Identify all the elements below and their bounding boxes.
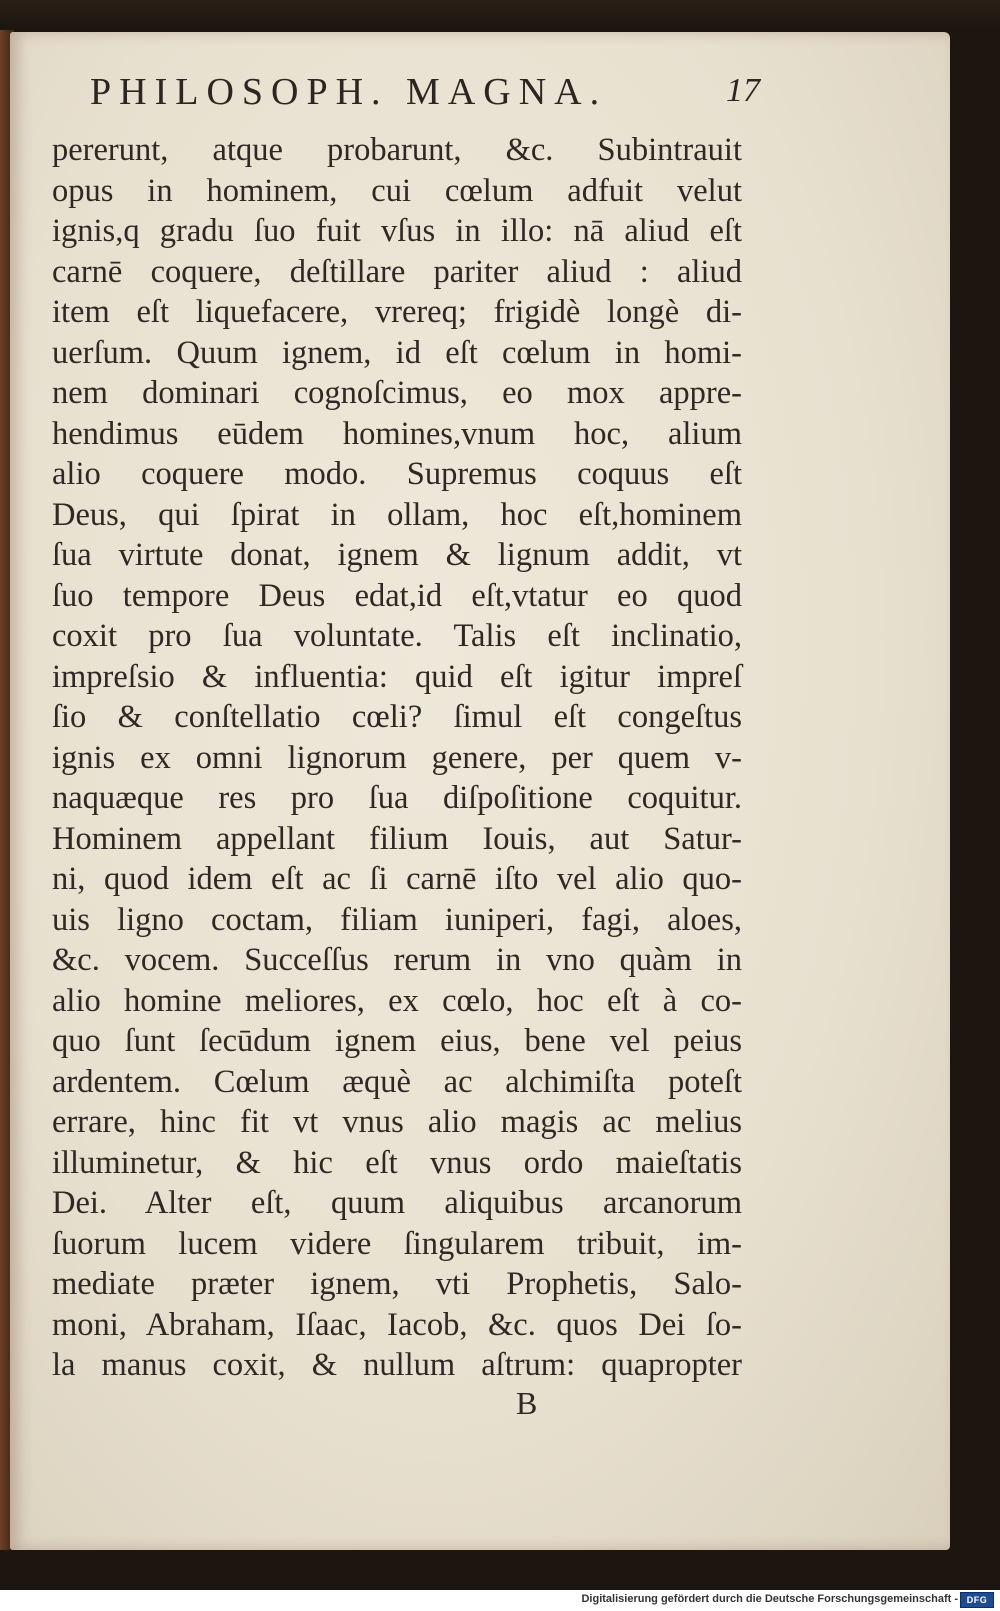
text-line: ſua virtute donat, ignem & lignum addit, vt [52,537,742,573]
text-line: opus in hominem, cui cœlum adfuit velut [52,172,742,209]
text-line: Dei. Alter eſt, quum aliquibus arcanorum [52,1185,742,1221]
text-line: illuminetur, & hic eſt vnus ordo maieſtatis [52,1144,742,1181]
text-line: moni, Abraham, Iſaac, Iacob, &c. quos Dei ſo- [52,1306,742,1343]
text-line: uis ligno coctam, filiam iuniperi, fagi, aloes, [52,901,742,938]
text-line: coxit pro ſua voluntate. Talis eſt inclinatio, [52,618,742,654]
text-line: hendimus eūdem homines,vnum hoc, alium [52,415,742,452]
text-line: ſuorum lucem videre ſingularem tribuit, im- [52,1225,742,1262]
text-line: item eſt liquefacere, vrereq; frigidè longè di- [52,294,742,330]
funding-credit: Digitalisierung gefördert durch die Deutsche Forschungsgemeinschaft - [581,1593,958,1605]
text-line: ignis,q gradu ſuo fuit vſus in illo: nā aliud eſt [52,213,742,249]
text-line: uerſum. Quum ignem, id eſt cœlum in homi- [52,334,742,371]
running-header [90,70,760,120]
body-text [52,130,742,1386]
text-line: la manus coxit, & nullum aſtrum: quapropter [52,1347,742,1383]
text-line: impreſsio & influentia: quid eſt igitur impreſ [52,658,742,695]
text-line: Deus, qui ſpirat in ollam, hoc eſt,hominem [52,496,742,533]
binding-edge-top [0,0,1000,30]
text-line: errare, hinc fit vt vnus alio magis ac melius [52,1104,742,1140]
text-line: quo ſunt ſecūdum ignem eius, bene vel peius [52,1023,742,1059]
signature-mark: B [516,1385,538,1421]
running-title: PHILOSOPH. MAGNA. [90,71,608,113]
text-line: ignis ex omni lignorum genere, per quem v- [52,739,742,776]
text-line: &c. vocem. Succeſſus rerum in vno quàm in [52,942,742,978]
text-line: pererunt, atque probarunt, &c. Subintrauit [52,132,742,168]
text-line: ni, quod idem eſt ac ſi carnē iſto vel alio quo- [52,861,742,897]
text-line: naquæque res pro ſua diſpoſitione coquitur. [52,780,742,816]
text-line: ſuo tempore Deus edat,id eſt,vtatur eo quod [52,577,742,614]
page-number: 17 [726,72,760,109]
text-line: alio homine meliores, ex cœlo, hoc eſt à co- [52,982,742,1019]
text-line: ardentem. Cœlum æquè ac alchimiſta poteſt [52,1063,742,1100]
dfg-logo: DFG [960,1592,994,1608]
text-line: mediate præter ignem, vti Prophetis, Salo- [52,1266,742,1302]
text-line: carnē coquere, deſtillare pariter aliud : aliud [52,253,742,290]
text-line: ſio & conſtellatio cœli? ſimul eſt congeſtus [52,699,742,735]
text-line: Hominem appellant filium Iouis, aut Satur- [52,820,742,857]
text-line: alio coquere modo. Supremus coquus eſt [52,456,742,492]
text-line: nem dominari cognoſcimus, eo mox appre- [52,375,742,411]
